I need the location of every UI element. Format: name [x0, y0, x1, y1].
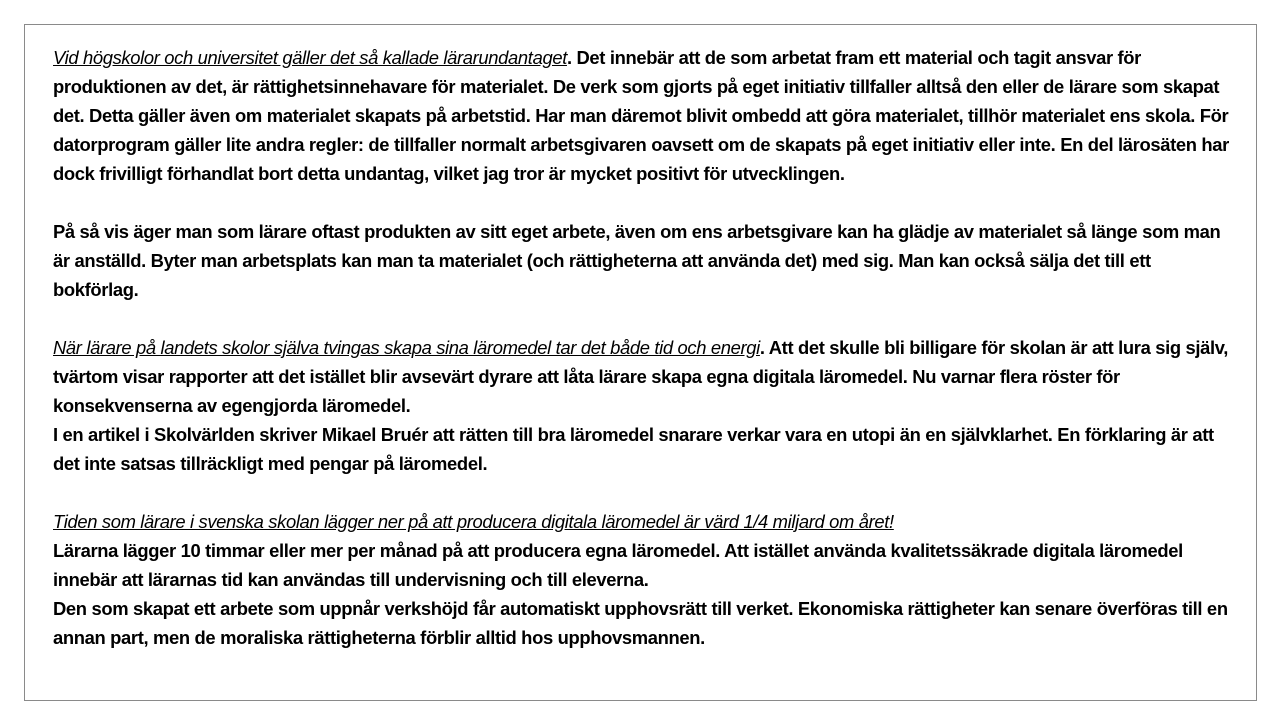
body-egna-laromedel: . Att det skulle bli billigare för skolan är att lura sig själv, tvärtom visar rapporter att det istället blir avsevärt dyrare att låta lärare skapa egna digitala läromedel. Nu varnar flera röster för konsekvenserna av egengjorda läromedel. — [53, 337, 1229, 416]
paragraph-gap — [53, 478, 1236, 507]
paragraph-lararna: Lärarna lägger 10 timmar eller mer per månad på att producera egna läromedel. Att istället använda kvalitetssäkrade digitala läromedel innebär att lärarnas tid kan användas till undervisning och till eleverna. — [53, 540, 1183, 590]
paragraph-gap — [53, 188, 1236, 217]
text-box[interactable] — [24, 24, 1257, 701]
paragraph-egna-laromedel — [53, 333, 1236, 420]
paragraph-agande: På så vis äger man som lärare oftast produkten av sitt eget arbete, även om ens arbetsgivare kan ha glädje av materialet så länge som man är anställd. Byter man arbetsplats kan man ta materialet (och rättigheterna att använda det) med sig. Man kan också sälja det till ett bokförlag. — [53, 221, 1221, 300]
paragraph-lararundantaget — [53, 43, 1236, 188]
heading-tiden — [53, 507, 1236, 536]
lead-egna-laromedel: När lärare på landets skolor själva tvingas skapa sina läromedel tar det både tid och energi — [53, 337, 760, 358]
lead-lararundantaget: Vid högskolor och universitet gäller det så kallade lärarundantaget — [53, 47, 567, 68]
body-lararundantaget: . Det innebär att de som arbetat fram ett material och tagit ansvar för produktionen av det, är rättighetsinnehavare för materialet. De verk som gjorts på eget initiativ tillfaller alltså den eller de lärare som skapat det. Detta gäller även om materialet skapats på arbetstid. Har man däremot blivit ombedd att göra materialet, tillhör materialet ens skola. För datorprogram gäller lite andra regler: de tillfaller normalt arbetsgivaren oavsett om de skapats på eget initiativ eller inte. En del lärosäten har dock frivilligt förhandlat bort detta undantag, vilket jag tror är mycket positivt för utvecklingen. — [53, 47, 1229, 184]
paragraph-upphovsratt: Den som skapat ett arbete som uppnår verkshöjd får automatiskt upphovsrätt till verket. Ekonomiska rättigheter kan senare överföras till en annan part, men de moraliska rättigheterna förblir alltid hos upphovsmannen. — [53, 598, 1228, 648]
lead-tiden: Tiden som lärare i svenska skolan lägger ner på att producera digitala läromedel är värd 1/4 miljard om året! — [53, 511, 894, 532]
paragraph-skolvarlden: I en artikel i Skolvärlden skriver Mikael Bruér att rätten till bra läromedel snarare verkar vara en utopi än en självklarhet. En förklaring är att det inte satsas tillräckligt med pengar på läromedel. — [53, 424, 1214, 474]
paragraph-gap — [53, 304, 1236, 333]
